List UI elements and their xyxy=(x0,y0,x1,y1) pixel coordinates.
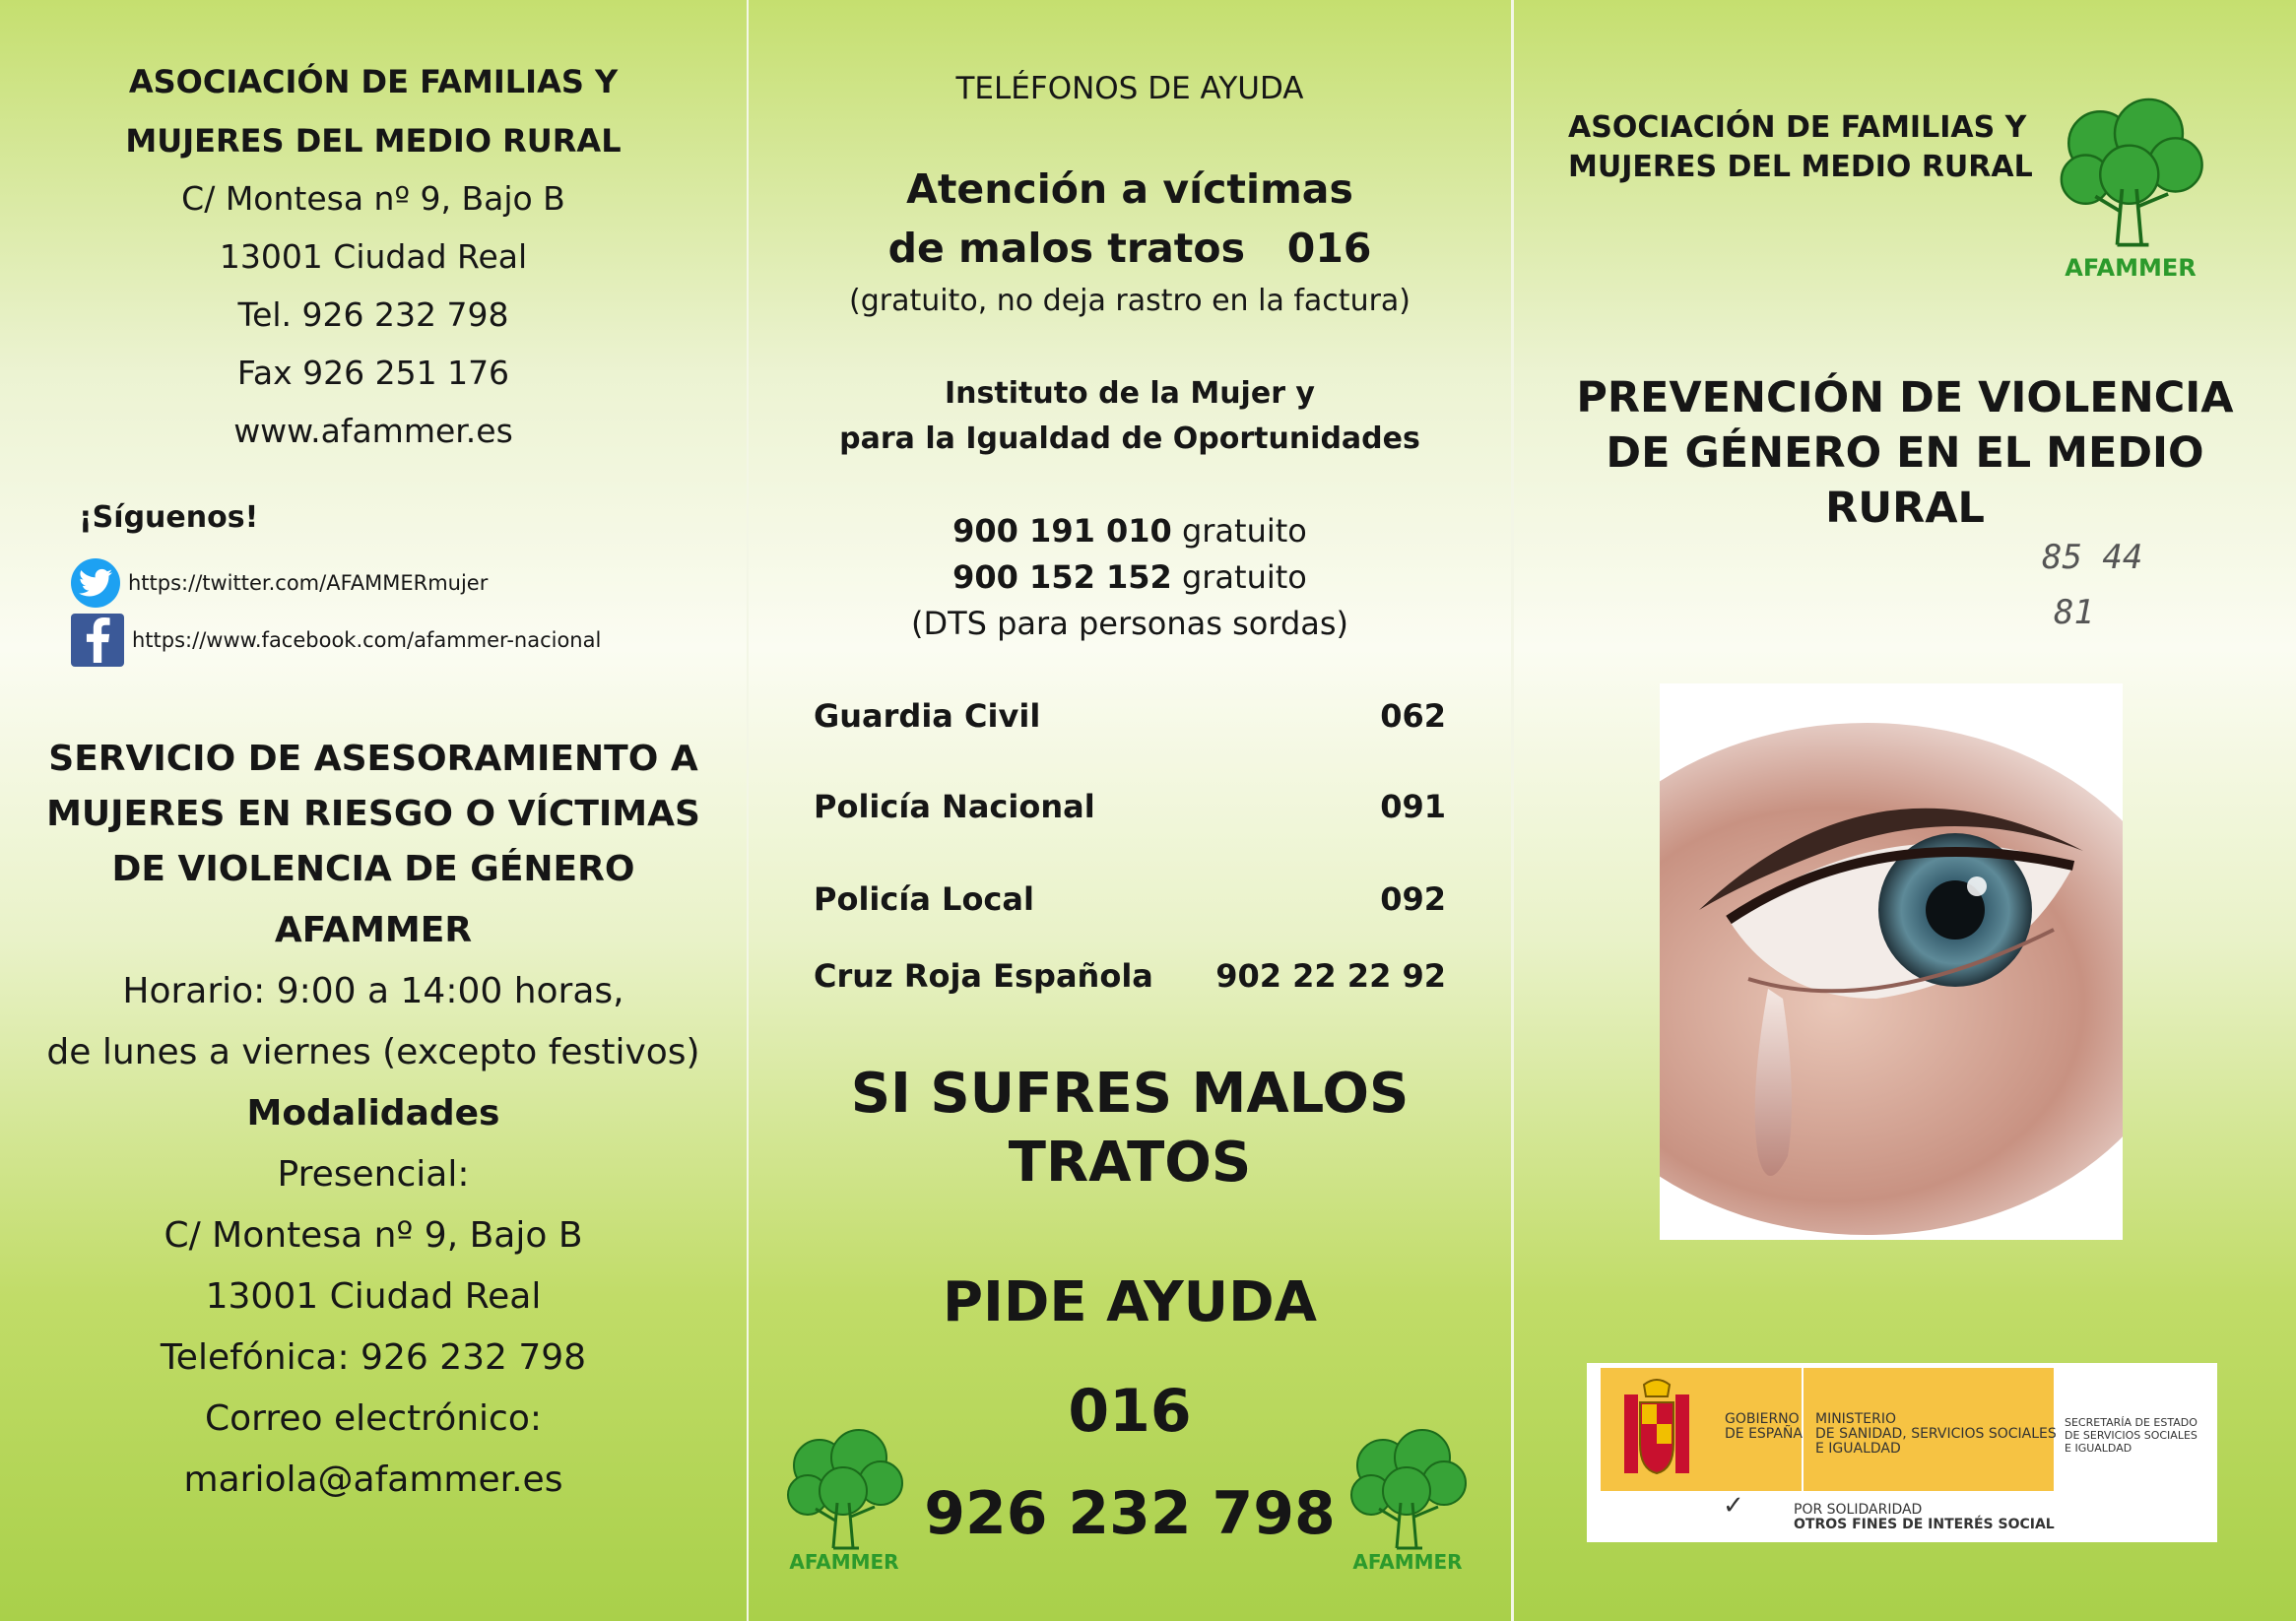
cover-org-name: ASOCIACIÓN DE FAMILIAS Y MUJERES DEL MEDIO RURAL xyxy=(1568,110,2033,184)
org-name-line1: ASOCIACIÓN DE FAMILIAS Y xyxy=(128,63,619,100)
spain-coat-of-arms-icon xyxy=(1612,1375,1701,1483)
gov-spain-text: GOBIERNO DE ESPAÑA xyxy=(1725,1411,1803,1442)
service-title-line2: MUJERES EN RIESGO O VÍCTIMAS xyxy=(46,794,700,834)
helplines-heading: TELÉFONOS DE AYUDA xyxy=(955,71,1304,106)
afammer-logo-label: AFAMMER xyxy=(2065,254,2197,282)
contact-row-cruz-roja: Cruz Roja Española 902 22 22 92 xyxy=(814,957,1446,995)
institute-phone1: 900 191 010 gratuito xyxy=(952,512,1307,550)
help-number-afammer: 926 232 798 xyxy=(924,1479,1336,1548)
help-number-016: 016 xyxy=(1068,1377,1192,1446)
presencial-label: Presencial: xyxy=(277,1154,470,1195)
modalities-heading: Modalidades xyxy=(246,1093,500,1134)
website: www.afammer.es xyxy=(233,412,513,450)
tree-icon xyxy=(2052,95,2209,252)
twitter-icon xyxy=(71,558,120,608)
email-label: Correo electrónico: xyxy=(205,1398,542,1439)
phone: Tel. 926 232 798 xyxy=(237,295,509,334)
eye-image xyxy=(1660,683,2123,1240)
cover-title-line1: PREVENCIÓN DE VIOLENCIA xyxy=(1576,373,2234,422)
contact-row-policia-local: Policía Local 092 xyxy=(814,880,1446,918)
helplines-panel xyxy=(749,0,1511,1621)
institute-phone2: 900 152 152 gratuito xyxy=(952,558,1307,596)
telephone-service: Telefónica: 926 232 798 xyxy=(160,1337,587,1378)
handwritten-note-line2: 81 xyxy=(2054,593,2094,632)
follow-us-label: ¡Síguenos! xyxy=(79,500,259,535)
service-title-line1: SERVICIO DE ASESORAMIENTO A xyxy=(48,739,698,779)
hours-line1: Horario: 9:00 a 14:00 horas, xyxy=(122,971,624,1011)
facebook-url: https://www.facebook.com/afammer-nacional xyxy=(132,628,602,652)
checkmark-icon: ✓ xyxy=(1723,1491,1744,1521)
handwritten-note-line1: 85 44 xyxy=(2042,538,2143,577)
contact-row-policia-nacional: Policía Nacional 091 xyxy=(814,788,1446,825)
fax: Fax 926 251 176 xyxy=(236,354,510,392)
service-title-line3: DE VIOLENCIA DE GÉNERO xyxy=(111,849,635,889)
twitter-link[interactable] xyxy=(71,557,488,609)
victims-number: 016 xyxy=(1286,225,1372,272)
contact-row-guardia-civil: Guardia Civil 062 xyxy=(814,697,1446,735)
email-address: mariola@afammer.es xyxy=(183,1459,563,1500)
tree-icon xyxy=(780,1426,908,1554)
cover-title-line2: DE GÉNERO EN EL MEDIO xyxy=(1606,428,2204,478)
afammer-logo-left xyxy=(780,1426,908,1574)
service-title-line4: AFAMMER xyxy=(274,910,473,950)
address: C/ Montesa nº 9, Bajo B xyxy=(181,179,565,218)
victims-line2: de malos tratos 016 xyxy=(887,225,1372,272)
ask-for-help: PIDE AYUDA xyxy=(943,1270,1317,1334)
tree-icon xyxy=(1344,1426,1472,1554)
city-2: 13001 Ciudad Real xyxy=(205,1276,542,1317)
crying-eye-photo xyxy=(1660,683,2123,1240)
victims-line1: Atención a víctimas xyxy=(906,165,1353,213)
city: 13001 Ciudad Real xyxy=(219,237,528,276)
solidarity-text: POR SOLIDARIDAD OTROS FINES DE INTERÉS SOCIAL xyxy=(1794,1502,2055,1532)
institute-line1: Instituto de la Mujer y xyxy=(945,376,1315,411)
cover-title-line3: RURAL xyxy=(1825,484,1985,533)
secretariat-text: SECRETARÍA DE ESTADO DE SERVICIOS SOCIALES E IGUALDAD xyxy=(2065,1416,2198,1455)
afammer-logo-label: AFAMMER xyxy=(789,1550,899,1574)
facebook-link[interactable] xyxy=(71,615,601,666)
facebook-icon xyxy=(71,614,124,667)
afammer-logo-right xyxy=(1344,1426,1472,1574)
victims-note: (gratuito, no deja rastro en la factura) xyxy=(849,284,1410,318)
slogan-line2: TRATOS xyxy=(1008,1131,1252,1195)
address-2: C/ Montesa nº 9, Bajo B xyxy=(164,1215,583,1256)
cover-panel xyxy=(1514,0,2296,1621)
hours-line2: de lunes a viernes (excepto festivos) xyxy=(46,1032,700,1072)
afammer-logo-label: AFAMMER xyxy=(1352,1550,1463,1574)
dts-note: (DTS para personas sordas) xyxy=(910,605,1349,642)
twitter-url: https://twitter.com/AFAMMERmujer xyxy=(128,571,489,595)
government-sponsor-logos xyxy=(1587,1363,2217,1542)
institute-line2: para la Igualdad de Oportunidades xyxy=(839,421,1420,456)
contact-panel xyxy=(0,0,747,1621)
org-name-line2: MUJERES DEL MEDIO RURAL xyxy=(125,122,622,160)
slogan-line1: SI SUFRES MALOS xyxy=(850,1062,1410,1126)
ministry-text: MINISTERIO DE SANIDAD, SERVICIOS SOCIALES E IGUALDAD xyxy=(1815,1411,2057,1457)
afammer-logo-cover xyxy=(2052,95,2209,282)
